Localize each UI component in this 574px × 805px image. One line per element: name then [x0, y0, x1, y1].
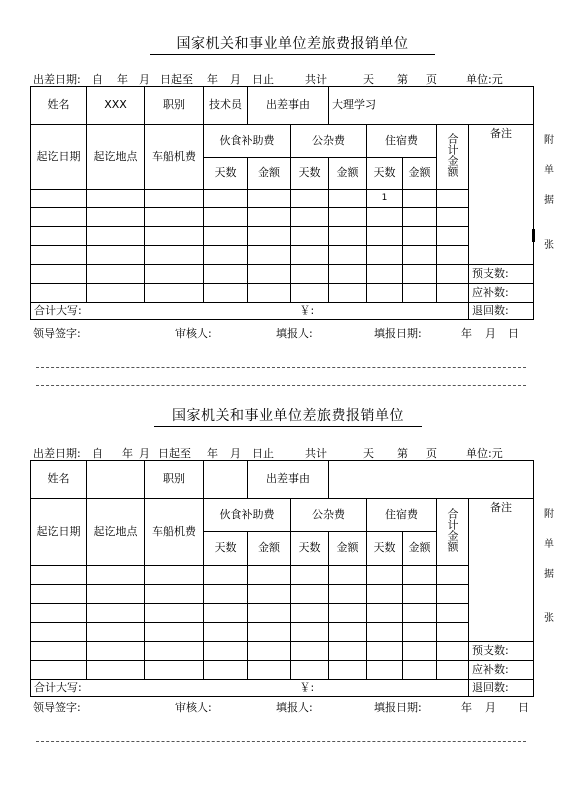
cell[interactable] — [403, 190, 437, 208]
cell[interactable] — [204, 208, 248, 227]
trip-date-label: 出差日期: — [33, 73, 81, 86]
cell[interactable] — [437, 227, 469, 246]
prepaid-label[interactable]: 预支数: — [469, 265, 534, 284]
cell[interactable] — [403, 227, 437, 246]
cell[interactable] — [204, 604, 248, 623]
cell[interactable] — [329, 661, 367, 680]
filler-label: 填报人: — [276, 327, 313, 340]
cell[interactable] — [291, 227, 329, 246]
cell[interactable] — [204, 585, 248, 604]
cell[interactable] — [31, 604, 87, 623]
col-meal-allowance: 伙食补助费 — [204, 125, 291, 158]
cell[interactable] — [248, 642, 291, 661]
cell[interactable] — [31, 190, 87, 208]
col-subtotal — [437, 499, 469, 566]
expense-table — [30, 86, 534, 320]
table-row — [31, 623, 534, 642]
cell[interactable] — [291, 661, 329, 680]
reason-label: 出差事由 — [248, 461, 329, 499]
name-value[interactable] — [87, 461, 145, 499]
cell[interactable] — [403, 642, 437, 661]
cell[interactable] — [367, 284, 403, 303]
prepaid-label[interactable]: 预支数: — [469, 642, 534, 661]
cell[interactable] — [329, 585, 367, 604]
cell[interactable] — [204, 661, 248, 680]
trip-page: 页 — [426, 73, 437, 86]
col-lodging: 住宿费 — [367, 125, 437, 158]
cell[interactable] — [31, 265, 87, 284]
table-row — [31, 604, 534, 623]
table-row — [31, 246, 534, 265]
col-start-date: 起讫日期 — [31, 499, 87, 566]
fill-day: 日 — [508, 327, 519, 340]
reviewer-label: 审核人: — [175, 701, 212, 714]
cut-line — [36, 741, 526, 742]
unit-label: 单位:元 — [466, 73, 503, 86]
table-row — [31, 190, 534, 208]
cell[interactable] — [31, 284, 87, 303]
attach-char: 据 — [544, 195, 554, 206]
trip-month: 月 — [139, 73, 150, 86]
cell[interactable] — [329, 284, 367, 303]
trip-page: 页 — [426, 447, 437, 460]
cell[interactable] — [329, 265, 367, 284]
cell[interactable] — [248, 604, 291, 623]
cell[interactable] — [437, 208, 469, 227]
cell[interactable] — [145, 623, 204, 642]
total-in-words-label: 合计大写: — [31, 680, 248, 697]
col-meal-allowance: 伙食补助费 — [204, 499, 291, 532]
cell[interactable] — [204, 246, 248, 265]
name-value[interactable]: XXX — [87, 87, 145, 125]
cell[interactable] — [437, 190, 469, 208]
cut-line — [36, 367, 526, 368]
col-start-place: 起讫地点 — [87, 125, 145, 190]
lodging-days: 天数 — [367, 532, 403, 566]
lodging-amount: 金额 — [403, 158, 437, 190]
cell[interactable] — [367, 642, 403, 661]
cell[interactable] — [87, 585, 145, 604]
table-row — [31, 284, 534, 303]
cell[interactable] — [204, 566, 248, 585]
fill-month: 月 — [485, 327, 496, 340]
unit-label: 单位:元 — [466, 447, 503, 460]
cell[interactable] — [87, 661, 145, 680]
cell[interactable] — [329, 642, 367, 661]
col-remark: 备注 — [469, 499, 534, 642]
cell[interactable] — [248, 208, 291, 227]
cell[interactable] — [367, 623, 403, 642]
refund-label[interactable]: 退回数: — [469, 303, 534, 320]
cell[interactable] — [145, 642, 204, 661]
trip-day-from: 日起至 — [160, 73, 193, 86]
meal-amount: 金额 — [248, 158, 291, 190]
cell[interactable] — [291, 284, 329, 303]
cell[interactable] — [145, 604, 204, 623]
trip-month: 月 — [139, 447, 150, 460]
cell[interactable] — [87, 642, 145, 661]
col-remark: 备注 — [469, 125, 534, 265]
attach-char: 单 — [544, 165, 554, 176]
cell[interactable] — [437, 642, 469, 661]
fill-date-label: 填报日期: — [374, 701, 422, 714]
cell[interactable] — [437, 265, 469, 284]
trip-day-to: 日止 — [252, 73, 274, 86]
cell[interactable] — [145, 566, 204, 585]
cell[interactable] — [329, 190, 367, 208]
supplement-label[interactable]: 应补数: — [469, 661, 534, 680]
cell[interactable] — [329, 227, 367, 246]
reason-value[interactable] — [329, 461, 534, 499]
cell[interactable] — [367, 208, 403, 227]
cell[interactable] — [291, 623, 329, 642]
cell[interactable] — [145, 246, 204, 265]
cell[interactable] — [145, 585, 204, 604]
table-row — [31, 585, 534, 604]
cell[interactable] — [291, 642, 329, 661]
trip-month-2: 月 — [230, 73, 241, 86]
trip-total: 共计 — [305, 73, 327, 86]
cell-note[interactable]: 1 — [367, 190, 403, 208]
supplement-label[interactable]: 应补数: — [469, 284, 534, 303]
attach-char: 张 — [544, 240, 554, 251]
cell[interactable] — [367, 661, 403, 680]
col-subtotal — [437, 125, 469, 190]
cell[interactable] — [403, 604, 437, 623]
cell[interactable] — [437, 284, 469, 303]
filler-label: 填报人: — [276, 701, 313, 714]
col-lodging: 住宿费 — [367, 499, 437, 532]
cell[interactable] — [291, 604, 329, 623]
cell[interactable] — [31, 642, 87, 661]
cell[interactable] — [367, 246, 403, 265]
total-in-words-label: 合计大写: — [31, 303, 248, 320]
fill-month: 月 — [485, 701, 496, 714]
cell[interactable] — [437, 661, 469, 680]
trip-pages: 第 — [397, 73, 408, 86]
cell[interactable] — [291, 566, 329, 585]
cell[interactable] — [31, 208, 87, 227]
trip-from: 自 — [92, 73, 103, 86]
col-public-misc: 公杂费 — [291, 499, 367, 532]
trip-days: 天 — [363, 447, 374, 460]
meal-days: 天数 — [204, 158, 248, 190]
col-fare: 车船机费 — [145, 499, 204, 566]
cell[interactable] — [329, 246, 367, 265]
trip-year: 年 — [117, 73, 128, 86]
cell[interactable] — [437, 566, 469, 585]
cell[interactable] — [403, 566, 437, 585]
meal-days: 天数 — [204, 532, 248, 566]
attach-char: 据 — [544, 569, 554, 580]
cell[interactable] — [87, 566, 145, 585]
cell[interactable] — [145, 227, 204, 246]
cell[interactable] — [329, 604, 367, 623]
trip-day-to: 日止 — [252, 447, 274, 460]
table-row — [31, 208, 534, 227]
cell[interactable] — [204, 227, 248, 246]
cell[interactable] — [145, 661, 204, 680]
cell[interactable] — [145, 190, 204, 208]
cell[interactable] — [248, 190, 291, 208]
cell[interactable] — [31, 585, 87, 604]
cell[interactable] — [204, 623, 248, 642]
public-amount: 金额 — [329, 158, 367, 190]
cell[interactable] — [204, 642, 248, 661]
cell[interactable] — [87, 623, 145, 642]
cell[interactable] — [31, 623, 87, 642]
reason-label: 出差事由 — [248, 87, 329, 125]
cell[interactable] — [87, 284, 145, 303]
col-public-misc: 公杂费 — [291, 125, 367, 158]
public-days: 天数 — [291, 158, 329, 190]
cell[interactable] — [437, 604, 469, 623]
cell[interactable] — [204, 190, 248, 208]
cell[interactable] — [248, 284, 291, 303]
cell[interactable] — [87, 265, 145, 284]
trip-days: 天 — [363, 73, 374, 86]
cell[interactable] — [31, 566, 87, 585]
meal-amount: 金额 — [248, 532, 291, 566]
cell[interactable] — [87, 227, 145, 246]
col-start-place: 起讫地点 — [87, 499, 145, 566]
cell[interactable] — [204, 265, 248, 284]
trip-year-2: 年 — [207, 73, 218, 86]
leader-signature-label: 领导签字: — [33, 701, 81, 714]
table-row — [31, 227, 534, 246]
reason-value[interactable]: 大理学习 — [329, 87, 534, 125]
position-label: 职别 — [145, 87, 204, 125]
table-row — [31, 566, 534, 585]
fill-year: 年 — [461, 327, 472, 340]
attach-char: 附 — [544, 135, 554, 146]
cell[interactable] — [87, 246, 145, 265]
cell[interactable] — [329, 623, 367, 642]
trip-date-label: 出差日期: — [33, 447, 81, 460]
cell[interactable] — [403, 208, 437, 227]
cell[interactable] — [87, 190, 145, 208]
cell[interactable] — [367, 604, 403, 623]
cell[interactable] — [145, 208, 204, 227]
cell[interactable] — [248, 265, 291, 284]
attach-char: 张 — [544, 613, 554, 624]
attach-char: 单 — [544, 539, 554, 550]
cell[interactable] — [31, 246, 87, 265]
public-days: 天数 — [291, 532, 329, 566]
cell[interactable] — [403, 585, 437, 604]
position-label: 职别 — [145, 461, 204, 499]
trip-month-2: 月 — [230, 447, 241, 460]
public-amount: 金额 — [329, 532, 367, 566]
total-yuan-label[interactable]: ￥: — [248, 303, 469, 320]
fill-date-label: 填报日期: — [374, 327, 422, 340]
trip-pages: 第 — [397, 447, 408, 460]
cell[interactable] — [291, 246, 329, 265]
form-title: 国家机关和事业单位差旅费报销单位 — [154, 405, 422, 427]
col-fare: 车船机费 — [145, 125, 204, 190]
refund-label[interactable]: 退回数: — [469, 680, 534, 697]
cell[interactable] — [204, 284, 248, 303]
reviewer-label: 审核人: — [175, 327, 212, 340]
cell-note[interactable] — [367, 566, 403, 585]
trip-year: 年 — [122, 447, 133, 460]
fill-year: 年 — [461, 701, 472, 714]
table-row — [31, 661, 534, 680]
table-row — [31, 642, 534, 661]
cell[interactable] — [291, 208, 329, 227]
attach-char: 附 — [544, 509, 554, 520]
lodging-amount: 金额 — [403, 532, 437, 566]
col-subtotal-text: 合计金额 — [446, 508, 459, 553]
trip-total: 共计 — [305, 447, 327, 460]
cell[interactable] — [437, 246, 469, 265]
cell[interactable] — [87, 604, 145, 623]
cell[interactable] — [248, 585, 291, 604]
cell[interactable] — [403, 661, 437, 680]
total-yuan-label[interactable]: ￥: — [248, 680, 469, 697]
expense-table — [30, 460, 534, 697]
cell[interactable] — [87, 208, 145, 227]
cell[interactable] — [403, 246, 437, 265]
cell[interactable] — [248, 246, 291, 265]
edge-mark — [532, 229, 535, 242]
name-label: 姓名 — [31, 461, 87, 499]
table-row — [31, 265, 534, 284]
cell[interactable] — [437, 585, 469, 604]
cell[interactable] — [367, 585, 403, 604]
cell[interactable] — [367, 227, 403, 246]
cell[interactable] — [248, 661, 291, 680]
cell[interactable] — [248, 566, 291, 585]
fill-day: 日 — [518, 701, 529, 714]
cell[interactable] — [329, 208, 367, 227]
cell[interactable] — [291, 585, 329, 604]
cell[interactable] — [291, 190, 329, 208]
cell[interactable] — [437, 623, 469, 642]
col-start-date: 起讫日期 — [31, 125, 87, 190]
name-label: 姓名 — [31, 87, 87, 125]
trip-year-2: 年 — [207, 447, 218, 460]
cell[interactable] — [145, 284, 204, 303]
position-value[interactable]: 技术员 — [204, 87, 248, 125]
col-subtotal-text: 合计金额 — [446, 133, 459, 178]
cell[interactable] — [403, 623, 437, 642]
cell[interactable] — [403, 265, 437, 284]
cell[interactable] — [291, 265, 329, 284]
cell[interactable] — [145, 265, 204, 284]
cell[interactable] — [403, 284, 437, 303]
cell[interactable] — [329, 566, 367, 585]
cell[interactable] — [31, 227, 87, 246]
trip-from: 自 — [92, 447, 103, 460]
position-value[interactable] — [204, 461, 248, 499]
cell[interactable] — [367, 265, 403, 284]
cell[interactable] — [248, 623, 291, 642]
lodging-days: 天数 — [367, 158, 403, 190]
cell[interactable] — [31, 661, 87, 680]
form-title: 国家机关和事业单位差旅费报销单位 — [150, 33, 435, 55]
cut-line — [36, 385, 526, 386]
trip-day-from: 日起至 — [158, 447, 191, 460]
leader-signature-label: 领导签字: — [33, 327, 81, 340]
cell[interactable] — [248, 227, 291, 246]
